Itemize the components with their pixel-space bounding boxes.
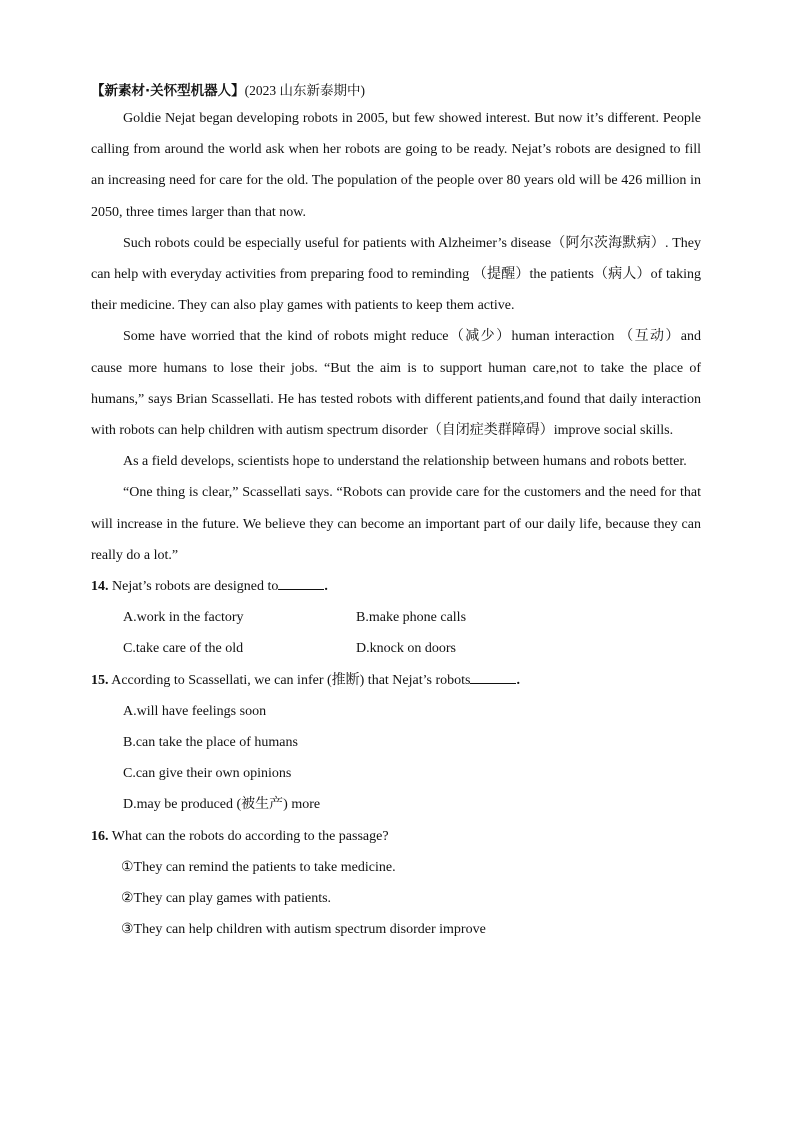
question-number: 16. [91, 828, 109, 844]
question-stem [91, 821, 701, 852]
question-stem [91, 665, 701, 696]
statement-3: ③They can help children with autism spectrum disorder improve [121, 922, 486, 938]
statement-1: ①They can remind the patients to take medicine. [121, 859, 396, 875]
option-a[interactable]: A.work in the factory [123, 610, 244, 626]
question-text: Nejat’s robots are designed to [108, 579, 279, 595]
reading-passage [91, 103, 701, 571]
option-b[interactable]: B.can take the place of humans [123, 734, 298, 750]
heading-source: (2023 山东新泰期中) [244, 83, 366, 98]
option-d[interactable]: D.knock on doors [356, 641, 456, 657]
question-15 [91, 665, 701, 821]
heading-tag: 【新素材·关怀型机器人】 [91, 83, 245, 99]
question-16 [91, 821, 701, 946]
option-d[interactable]: D.may be produced (被生产) more [123, 797, 321, 813]
question-end: . [324, 579, 328, 595]
question-end: . [516, 672, 520, 688]
passage-paragraph-3: Some have worried that the kind of robots might reduce（减少）human interaction （互动）and cause more humans to lose their jobs. “But the aim is to support human care,not to take the place of humans,” says Brian Scassellati. He has tested robots with different patients,and found that daily interaction with robots can help children with autism spectrum disorder（自闭症类群障碍）improve social skills. [91, 329, 701, 439]
passage-paragraph-2: Such robots could be especially useful for patients with Alzheimer’s disease（阿尔茨海默病）. They can help with everyday activities from preparing food to reminding （提醒）the patients（病人）of taking their medicine. They can also play games with patients to keep them active. [91, 235, 701, 314]
question-stem [91, 571, 701, 602]
option-c[interactable]: C.can give their own opinions [123, 766, 292, 782]
option-c[interactable]: C.take care of the old [123, 641, 244, 657]
question-text: According to Scassellati, we can infer (推断) that Nejat’s robots [108, 672, 471, 688]
option-b[interactable]: B.make phone calls [356, 610, 467, 626]
question-number: 15. [91, 672, 109, 688]
passage-paragraph-1: Goldie Nejat began developing robots in 2005, but few showed interest. But now it’s different. People calling from around the world ask when her robots are going to be ready. Nejat’s robots are designed to fill an increasing need for care for the old. The population of the people over 80 years old will be 426 million in 2050, three times larger than that now. [91, 111, 701, 220]
option-row [91, 602, 701, 633]
option-a[interactable]: A.will have feelings soon [123, 703, 267, 719]
statement-2: ②They can play games with patients. [121, 890, 332, 906]
answer-blank[interactable] [470, 669, 516, 684]
answer-blank[interactable] [278, 575, 324, 590]
passage-paragraph-5: “One thing is clear,” Scassellati says. “Robots can provide care for the customers and the need for that will increase in the future. We believe they can become an important part of our daily life, because they can really do a lot.” [91, 485, 701, 563]
question-text: What can the robots do according to the passage? [108, 828, 389, 844]
passage-paragraph-4: As a field develops, scientists hope to understand the relationship between humans and robots better. [123, 454, 687, 470]
worksheet-page [91, 78, 701, 945]
option-row [91, 633, 701, 664]
section-heading [91, 78, 701, 103]
question-number: 14. [91, 579, 109, 595]
question-14 [91, 571, 701, 665]
